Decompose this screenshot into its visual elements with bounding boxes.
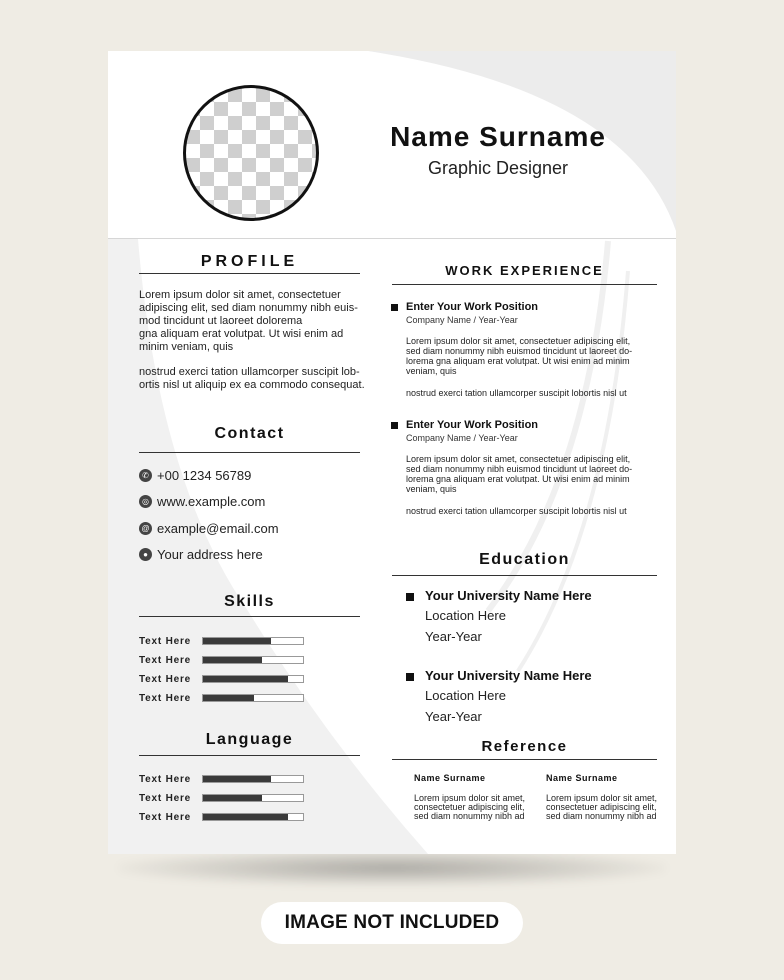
skill-bar-fill: [203, 676, 288, 682]
candidate-name: Name Surname: [390, 121, 606, 152]
contact-rule: [139, 452, 360, 453]
skill-row: Text Here: [139, 635, 304, 647]
skill-bar-fill: [203, 695, 254, 701]
skill-bar-track: [202, 694, 304, 702]
education-rule: [392, 575, 657, 576]
contact-heading: Contact: [214, 425, 285, 442]
job-bullet-icon: [391, 422, 398, 429]
globe-icon: ◎: [139, 495, 152, 508]
skill-bar-track: [202, 675, 304, 683]
language-row: Text Here: [139, 792, 304, 804]
reference-text: Lorem ipsum dolor sit amet, consectetuer adipiscing elit, sed diam nonummy nibh ad: [546, 793, 658, 821]
language-bar-fill: [203, 795, 262, 801]
skill-bar-fill: [203, 657, 262, 663]
skills-rule: [139, 616, 360, 617]
image-not-included-badge: IMAGE NOT INCLUDED: [261, 902, 523, 944]
work-experience-heading: WORK EXPERIENCE: [445, 263, 604, 278]
language-row: Text Here: [139, 811, 304, 823]
profile-paragraph-1: Lorem ipsum dolor sit amet, consectetuer adipiscing elit, sed diam nonummy nibh euis- mod tincidunt ut laoreet dolorema gna aliquam erat volutpat. Ut wisi enim ad minim veniam, quis: [139, 289, 358, 353]
language-bar-fill: [203, 814, 288, 820]
profile-rule: [139, 273, 360, 274]
language-bar-track: [202, 813, 304, 821]
education-years: Year-Year: [425, 709, 482, 724]
location-pin-icon: ●: [139, 548, 152, 561]
education-university: Your University Name Here: [425, 668, 592, 683]
contact-website: ◎ www.example.com: [139, 492, 265, 510]
job-description: Lorem ipsum dolor sit amet, consectetuer adipiscing elit, sed diam nonummy nibh euismod tincidunt ut laoreet do- lorema gna aliquam erat volutpat. Ut wisi enim ad minim veniam, quis: [406, 336, 633, 376]
profile-heading: PROFILE: [200, 253, 299, 270]
work-experience-rule: [392, 284, 657, 285]
job-description: Lorem ipsum dolor sit amet, consectetuer adipiscing elit, sed diam nonummy nibh euismod tincidunt ut laoreet do- lorema gna aliquam erat volutpat. Ut wisi enim ad minim veniam, quis: [406, 454, 633, 494]
skills-heading: Skills: [224, 593, 275, 610]
language-bar-fill: [203, 776, 271, 782]
skill-bar-fill: [203, 638, 271, 644]
language-heading: Language: [205, 731, 294, 748]
email-icon: @: [139, 522, 152, 535]
reference-text: Lorem ipsum dolor sit amet, consectetuer adipiscing elit, sed diam nonummy nibh ad: [414, 793, 526, 821]
education-heading: Education: [479, 551, 570, 568]
education-location: Location Here: [425, 608, 506, 623]
job-company: Company Name / Year-Year: [406, 433, 518, 443]
education-location: Location Here: [425, 688, 506, 703]
education-bullet-icon: [406, 593, 414, 601]
profile-photo-placeholder: [183, 85, 319, 221]
contact-email: @ example@email.com: [139, 519, 279, 537]
resume-page: [108, 51, 676, 854]
job-company: Company Name / Year-Year: [406, 315, 518, 325]
reference-name: Name Surname: [546, 773, 618, 783]
education-bullet-icon: [406, 673, 414, 681]
candidate-role: Graphic Designer: [427, 158, 569, 178]
phone-icon: ✆: [139, 469, 152, 482]
contact-address: ● Your address here: [139, 545, 263, 563]
header-divider: [108, 238, 676, 239]
job-description-extra: nostrud exerci tation ullamcorper suscipit lobortis nisl ut: [406, 388, 627, 398]
paper-shadow: [118, 850, 666, 886]
job-position: Enter Your Work Position: [406, 419, 539, 431]
job-description-extra: nostrud exerci tation ullamcorper suscipit lobortis nisl ut: [406, 506, 627, 516]
language-row: Text Here: [139, 773, 304, 785]
contact-phone: ✆ +00 1234 56789: [139, 466, 251, 484]
language-bar-track: [202, 775, 304, 783]
profile-paragraph-2: nostrud exerci tation ullamcorper suscipit lob- ortis nisl ut aliquip ex ea commodo consequat.: [139, 366, 365, 391]
job-bullet-icon: [391, 304, 398, 311]
language-rule: [139, 755, 360, 756]
education-university: Your University Name Here: [425, 588, 592, 603]
reference-heading: Reference: [481, 738, 568, 755]
job-position: Enter Your Work Position: [406, 301, 539, 313]
reference-name: Name Surname: [414, 773, 486, 783]
skill-bar-track: [202, 637, 304, 645]
reference-rule: [392, 759, 657, 760]
skill-row: Text Here: [139, 673, 304, 685]
skill-row: Text Here: [139, 654, 304, 666]
language-bar-track: [202, 794, 304, 802]
education-years: Year-Year: [425, 629, 482, 644]
skill-row: Text Here: [139, 692, 304, 704]
skill-bar-track: [202, 656, 304, 664]
